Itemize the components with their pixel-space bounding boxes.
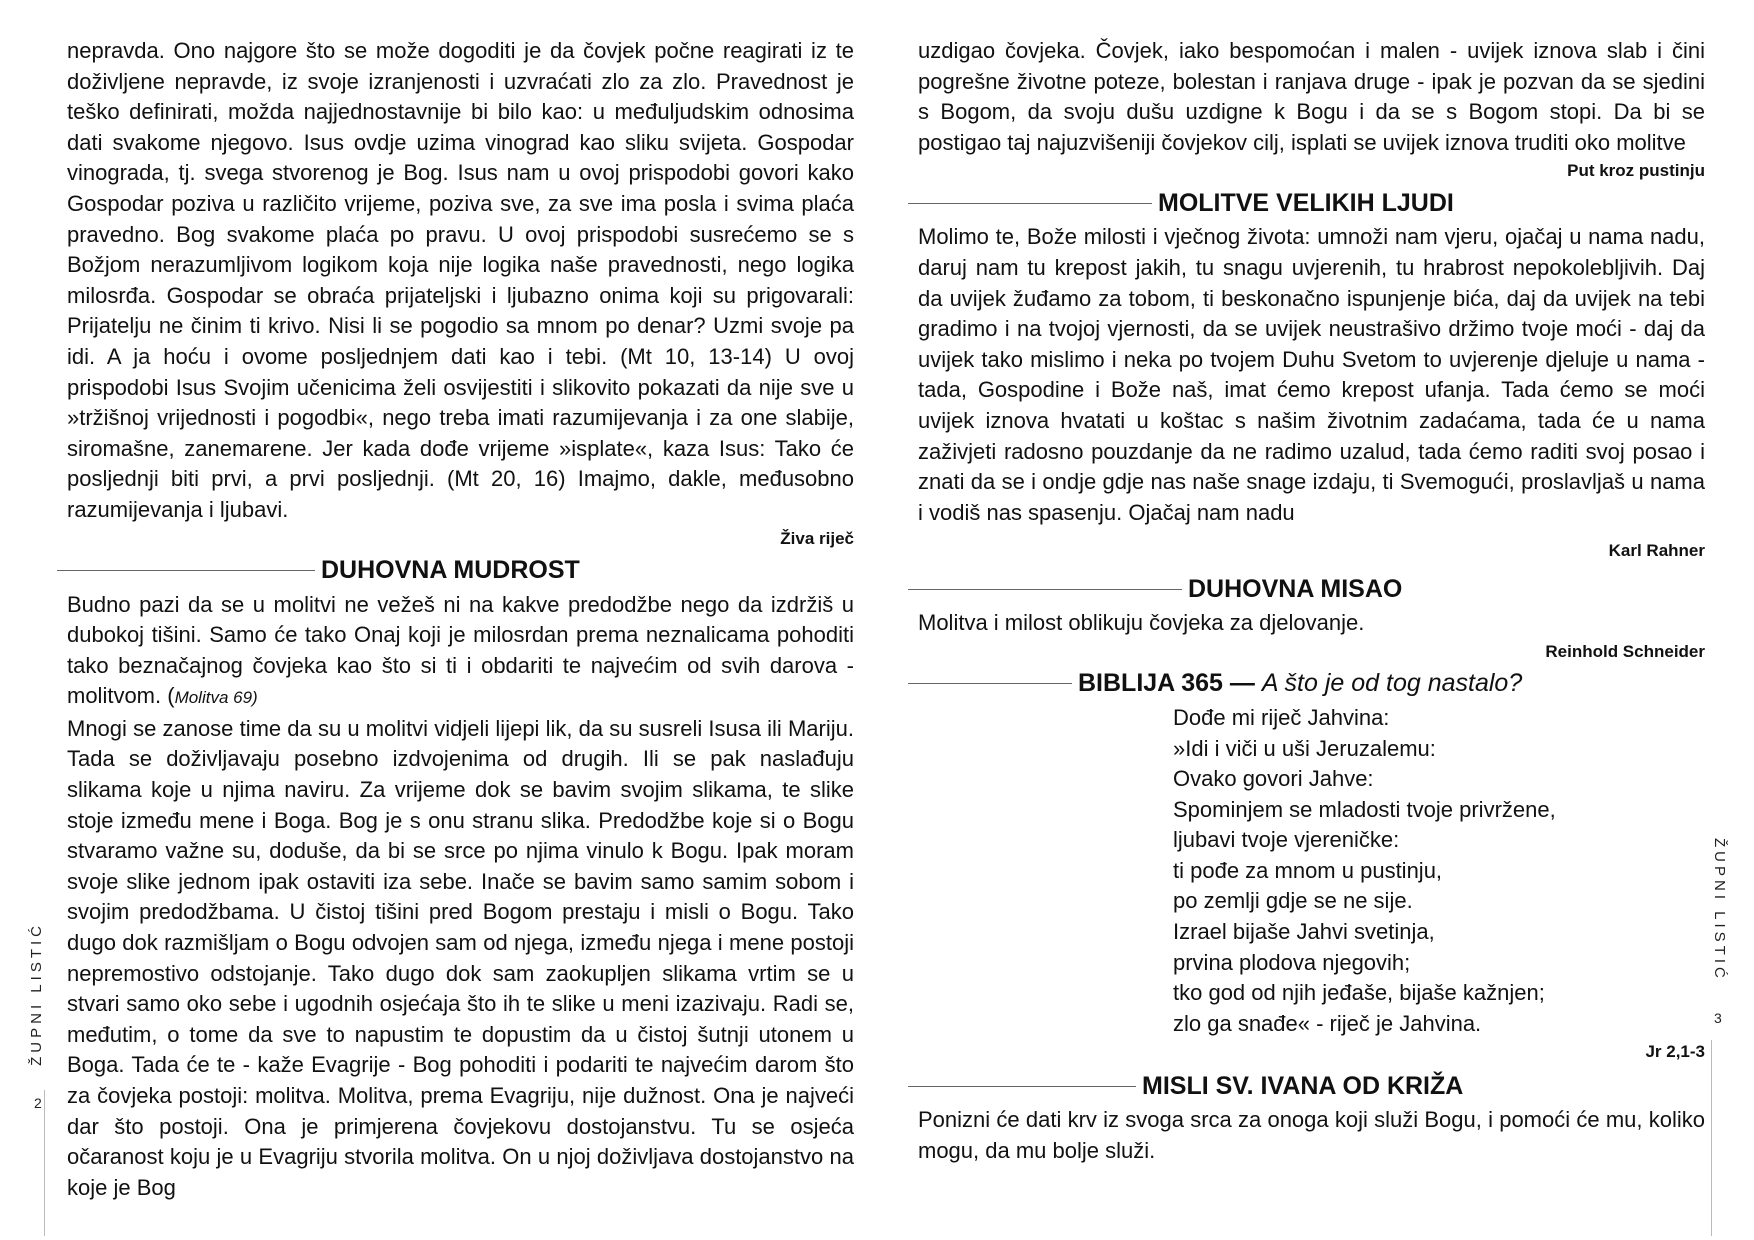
left-paragraph-3: Mnogi se zanose time da su u molitvi vidjeli lijepi lik, da su susreli Isusa ili Mariju. Tada se doživljavaju posebno izdvojenima od drugih. Ili se pak naslađuju slikama koje u njima naviru. Za vrijeme dok se bavim svojim slikama, te slike stoje između mene i Boga. Bog je s onu stranu slika. Predodžbe koje si o Bogu stvaramo važne su, doduše, da bi se srce po njima vinulo k Bogu. Ipak moram svoje slike jednom ipak ostaviti iza sebe. Inače se bavim samo samim sobom i svojim predodžbama. U čistoj tišini pred Bogom prestaju i misli o Bogu. Tako dugo dok razmišljam o Bogu odvojen sam od njega, između njega i mene postoji nepremostivo odstojanje. Tako dugo dok sam zaokupljen slikama vrtim se u stvari samo oko sebe i ugodnih osjećaja što ih te slike u meni izazivaju. Radi se, međutim, o tome da sve to napustim te dopustim da u čistoj šutnji utonem u Boga. Tada će te - kaže Evagrije - Bog pohoditi i podariti te najvećim darom što za čovjeka postoji: molitva. Molitva, prema Evagriju, nije dužnost. Ona je najveći dar što postoji. Ona je primjerena čovjekovu dostojanstvu. Tu se osjeća očaranost koju je u Evagriju stvorila molitva. On u njoj doživljava dostojanstvo na koje je Bog	[67, 715, 854, 1200]
section-title: DUHOVNA MISAO	[1188, 574, 1403, 603]
verse-line: Dođe mi riječ Jahvina:	[1173, 704, 1390, 730]
left-paragraph-1: nepravda. Ono najgore što se može dogoditi je da čovjek počne reagirati iz te doživljene nepravde, iz svoje izranjenosti i uzvraćati zlo za zlo. Pravednost je teško definirati, možda najjednostavnije bi bilo kao: u međuljudskim odnosima dati svakome njegovo. Isus ovdje uzima vinograd kao sliku svijeta. Gospodar vinograda, tj. svega stvorenog je Bog. Isus nam u ovoj prispodobi govori kako Gospodar poziva u različito vrijeme, poziva sve, za sve ima posla i svima plaća pravedno. Bog svakome plaća po pravu. U ovoj prispodobi susrećemo se s Božjom nerazumljivom logikom koja nije logika naše pravednosti, nego logika milosrđa. Gospodar se obraća prijateljski i ljubazno onima koji su prigovarali: Prijatelju ne činim ti krivo. Nisi li se pogodio sa mnom po denar? Uzmi svoje pa idi. A ja hoću i ovome posljednjem dati kao i tebi. (Mt 10, 13-14) U ovoj prispodobi Isus Svojim učenicima želi osvijestiti i slikovito pokazati da nije sve u »tržišnoj vrijednosti i pogodbi«, nego treba imati razumijevanja i za one slabije, siromašne, zanemarene. Jer kada dođe vrijeme »isplate«, kaza Isus: Tako će posljednji biti prvi, a prvi posljednji. (Mt 20, 16) Imajmo, dakle, međusobno razumijevanja i ljubavi.	[67, 38, 854, 522]
right-source-3: Reinhold Schneider	[1545, 641, 1705, 661]
right-source-2: Karl Rahner	[1608, 541, 1705, 561]
heading-rule	[908, 683, 1072, 684]
page-number: 3	[1714, 1010, 1722, 1026]
side-label-left	[28, 922, 45, 1066]
verse-line: ti pođe za mnom u pustinju,	[1173, 857, 1443, 883]
side-page-right	[1714, 1010, 1722, 1028]
left-paragraph-2	[67, 590, 854, 714]
verse-line: Ovako govori Jahve:	[1173, 766, 1374, 792]
left-column	[67, 36, 854, 1203]
right-source-4: Jr 2,1-3	[1645, 1042, 1705, 1062]
section-title: MOLITVE VELIKIH LJUDI	[1158, 188, 1454, 217]
verse-line: »Idi i viči u uši Jeruzalemu:	[1173, 735, 1436, 761]
title-bold: BIBLIJA 365 —	[1078, 669, 1255, 698]
right-paragraph-5: Ponizni će dati krv iz svoga srca za onoga koji služi Bogu, i pomoći će mu, koliko mogu, da mu bolje služi.	[918, 1107, 1705, 1164]
citation: Molitva 69)	[174, 688, 258, 708]
section-title	[1078, 669, 1522, 698]
section-heading-molitve-velikih-ljudi	[908, 186, 1705, 220]
verse-line: Spominjem se mladosti tvoje privržene,	[1173, 796, 1556, 822]
verse-line: po zemlji gdje se ne sije.	[1173, 888, 1413, 914]
side-label-text: ŽUPNI LISTIĆ	[1711, 838, 1728, 982]
section-heading-biblija-365	[908, 667, 1705, 701]
side-rule-left	[44, 1090, 45, 1236]
side-page-left	[34, 1095, 42, 1113]
section-heading-misli-sv-ivana	[908, 1069, 1705, 1103]
heading-rule	[908, 1086, 1136, 1087]
verse-line: Izrael bijaše Jahvi svetinja,	[1173, 919, 1435, 945]
heading-rule	[57, 570, 315, 571]
page-number: 2	[34, 1095, 42, 1111]
right-paragraph-1: uzdigao čovjeka. Čovjek, iako bespomoćan i malen - uvijek iznova slab i čini pogrešne životne poteze, bolestan i ranjava druge - ipak je pozvan da se sjedini s Bogom, da svoju dušu uzdigne k Bogu i da se s Bogom stopi. Da bi se postigao taj najuzvišeniji čovjekov cilj, isplati se uvijek iznova truditi oko molitve	[918, 38, 1705, 155]
section-heading-duhovna-mudrost	[57, 554, 854, 588]
verse-line: ljubavi tvoje vjereničke:	[1173, 827, 1400, 853]
heading-rule	[908, 589, 1182, 590]
side-rule-right	[1711, 1040, 1712, 1236]
title-italic: A što je od tog nastalo?	[1261, 669, 1523, 698]
right-paragraph-2: Molimo te, Bože milosti i vječnog života: umnoži nam vjeru, ojačaj u nama nadu, daruj nam tu krepost jakih, tu snagu uvjerenih, tu hrabrost nepokolebljivih. Daj da uvijek žuđamo za tobom, ti beskonačno ispunjenje bića, daj da uvijek na tebi gradimo i na tvojoj vjernosti, da se uvijek neustrašivo držimo tvoje moći - daj da uvijek tako mislimo i neka po tvojem Duhu Svetom to uvjerenje djeluje u nama - tada, Gospodine i Bože naš, imat ćemo krepost ufanja. Tada ćemo se moći uvijek iznova hvatati u koštac s našim životnim zadaćama, tada će u nama zaživjeti radosno pouzdanje da ne radimo uzalud, tada ćemo raditi svoj posao i znati da se i ondje gdje nas naše snage izdaju, ti Svemogući, proslavljaš u nama i vodiš nas spasenju. Ojačaj nam nadu	[918, 224, 1705, 525]
heading-rule	[908, 203, 1152, 204]
paragraph-text: Budno pazi da se u molitvi ne vežeš ni na kakve predodžbe nego da izdržiš u dubokoj tišini. Samo će tako Onaj koji je milosrdan prema neznalicama pohoditi tako beznačajnog čovjeka kao što si ti i obdariti te najvećim od svih darova - molitvom. (	[67, 591, 854, 709]
verse-line: zlo ga snađe« - riječ je Jahvina.	[1173, 1010, 1482, 1036]
bible-verses	[1173, 703, 1705, 1040]
verse-line: prvina plodova njegovih;	[1173, 949, 1411, 975]
right-paragraph-3: Molitva i milost oblikuju čovjeka za djelovanje.	[918, 610, 1365, 636]
section-heading-duhovna-misao	[908, 572, 1705, 606]
right-column	[918, 36, 1705, 1167]
side-label-right	[1711, 838, 1728, 982]
section-title: DUHOVNA MUDROST	[321, 556, 580, 584]
right-source-1: Put kroz pustinju	[1567, 161, 1705, 181]
verse-line: tko god od njih jeđaše, bijaše kažnjen;	[1173, 980, 1545, 1006]
side-label-text: ŽUPNI LISTIĆ	[28, 922, 45, 1066]
section-title: MISLI SV. IVANA OD KRIŽA	[1142, 1071, 1464, 1100]
left-source-1: Živa riječ	[780, 528, 854, 548]
